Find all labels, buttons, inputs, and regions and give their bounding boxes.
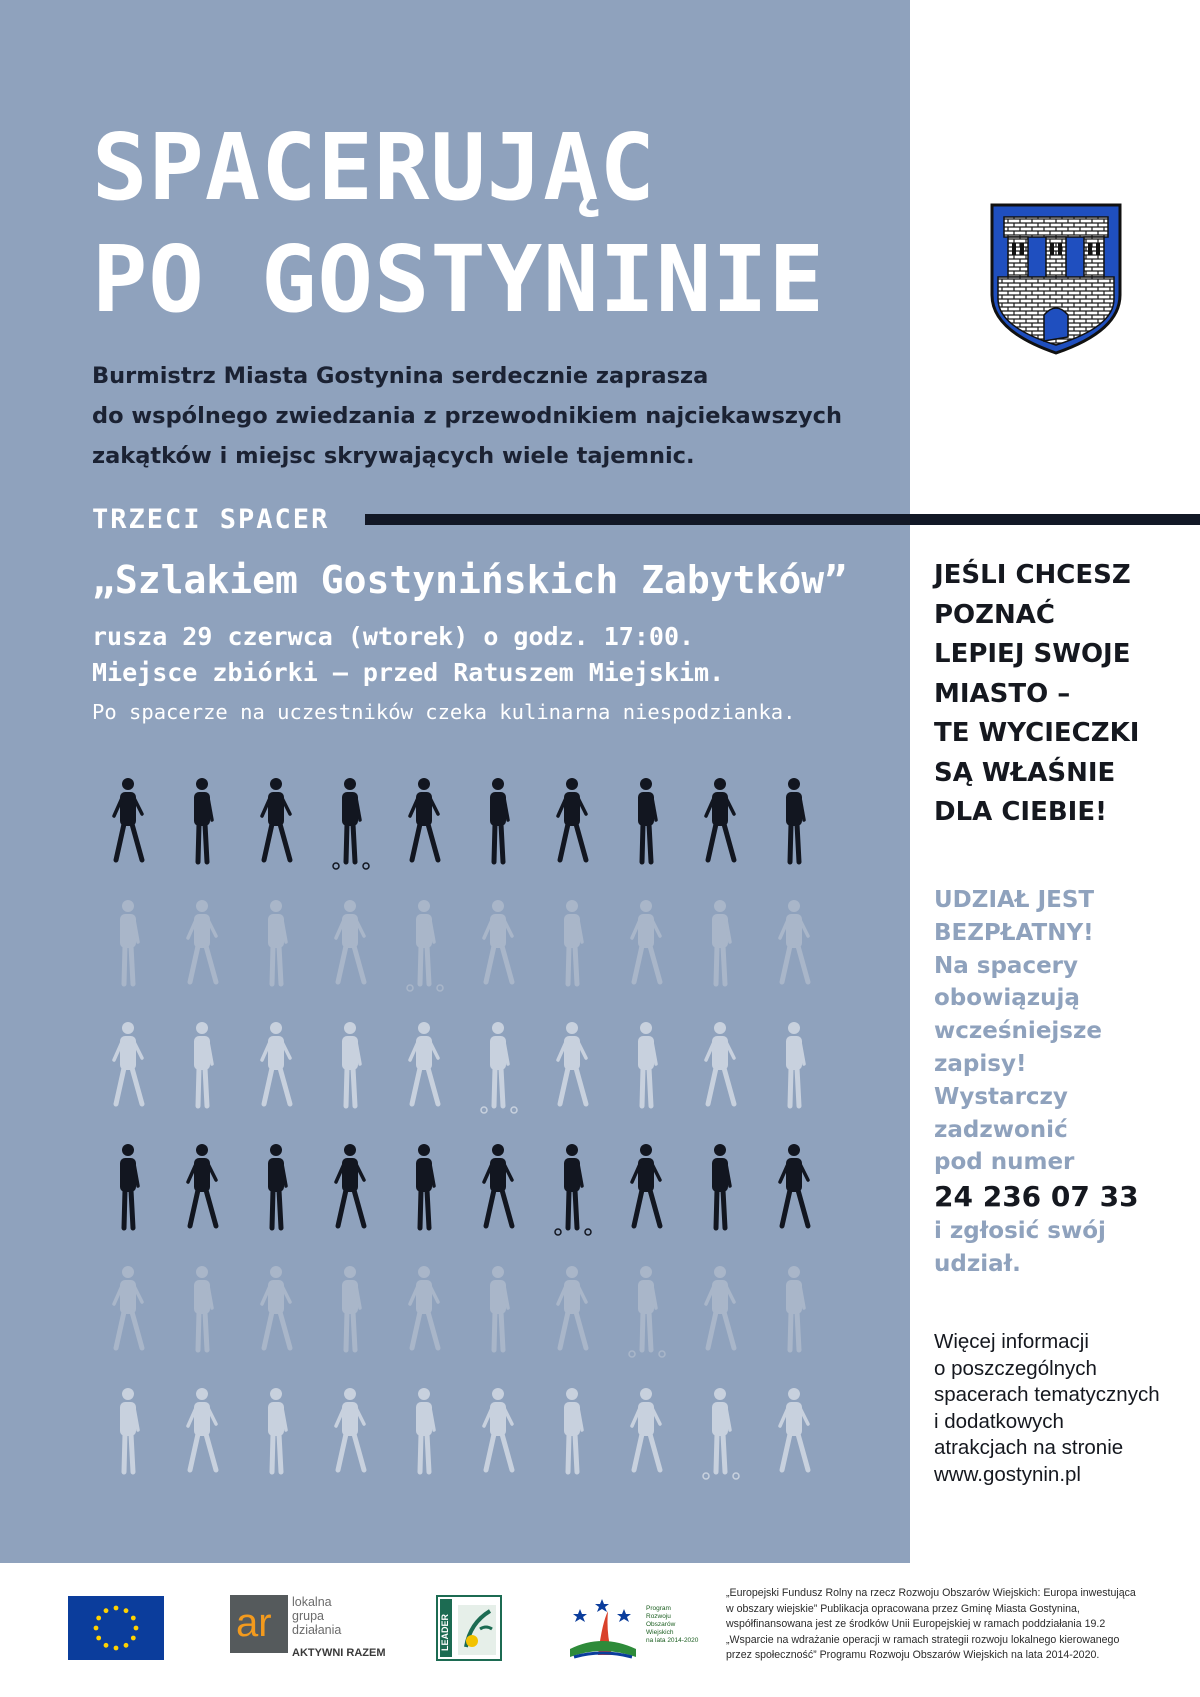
walking-person-icon: [268, 1144, 286, 1228]
gostynin-coat-of-arms-icon: [990, 203, 1122, 355]
lgd-line: lokalna: [292, 1595, 332, 1609]
info-line: pod numer: [934, 1149, 1075, 1176]
title-line-2: PO GOSTYNINIE: [92, 226, 826, 333]
walking-person-icon: [262, 778, 290, 860]
walking-person-icon: [786, 1022, 804, 1106]
walking-person-icon: [632, 900, 660, 982]
walking-person-icon: [336, 900, 364, 982]
walking-person-icon: [410, 1266, 438, 1348]
disclaimer-line: przez społeczność” Programu Rozwoju Obszarów Wiejskich na lata 2014-2020.: [726, 1649, 1100, 1661]
prow-logo: [560, 1593, 699, 1663]
walking-person-icon: [632, 1144, 660, 1226]
more-line: Więcej informacji: [934, 1330, 1089, 1353]
walk-meeting-point: Miejsce zbiórki – przed Ratuszem Miejskim.: [92, 658, 725, 687]
slogan-line: SĄ WŁAŚNIE: [934, 757, 1116, 788]
info-line: i zgłosić swój: [934, 1218, 1106, 1245]
slogan-line: DLA CIEBIE!: [934, 797, 1107, 827]
walking-person-icon: [342, 1266, 360, 1350]
walking-person-icon: [786, 1266, 804, 1350]
slogan: [934, 556, 1184, 833]
walk-divider: [365, 514, 1200, 525]
walking-person-icon: [481, 1022, 517, 1113]
walking-person-icon: [564, 900, 582, 984]
walking-person-icon: [120, 1388, 138, 1472]
walking-person-icon: [490, 1266, 508, 1350]
walking-person-icon: [336, 1388, 364, 1470]
slogan-line: LEPIEJ SWOJE: [934, 639, 1131, 669]
info-line: wcześniejsze: [934, 1018, 1102, 1045]
walking-person-icon: [336, 1144, 364, 1226]
lgd-line: działania: [292, 1623, 342, 1637]
walking-person-icon: [194, 778, 212, 862]
walk-label: TRZECI SPACER: [92, 504, 330, 535]
intro-line: do wspólnego zwiedzania z przewodnikiem najciekawszych: [92, 403, 842, 429]
walking-person-icon: [558, 1266, 586, 1348]
disclaimer-line: „Europejski Fundusz Rolny na rzecz Rozwoju Obszarów Wiejskich: Europa inwestująca: [726, 1587, 1136, 1599]
funding-disclaimer: [726, 1586, 1186, 1664]
eu-flag-icon: [68, 1596, 164, 1660]
intro-line: Burmistrz Miasta Gostynina serdecznie zaprasza: [92, 363, 709, 389]
walk-title: „Szlakiem Gostynińskich Zabytków”: [92, 558, 847, 602]
walking-person-icon: [706, 1266, 734, 1348]
walking-person-icon: [188, 1144, 216, 1226]
info-line: BEZPŁATNY!: [934, 919, 1094, 946]
lgd-lines: [292, 1595, 341, 1637]
info-line: UDZIAŁ JEST: [934, 887, 1095, 913]
walk-details: [92, 619, 796, 731]
walking-person-icon: [114, 778, 142, 860]
website-link[interactable]: www.gostynin.pl: [934, 1462, 1081, 1486]
slogan-line: POZNAĆ: [934, 599, 1055, 630]
walk-note: Po spacerze na uczestników czeka kulinarna niespodzianka.: [92, 700, 796, 724]
more-line: i dodatkowych: [934, 1409, 1064, 1433]
walking-person-icon: [558, 1022, 586, 1104]
walking-person-icon: [114, 1266, 142, 1348]
walking-person-icon: [120, 900, 138, 984]
walking-person-icon: [262, 1266, 290, 1348]
slogan-line: JEŚLI CHCESZ: [934, 560, 1131, 590]
ar-logo-text: ar: [236, 1601, 272, 1645]
walking-person-icon: [706, 778, 734, 860]
prow-text: [646, 1605, 698, 1645]
title-line-1: SPACERUJĄC: [92, 114, 656, 221]
walking-person-icon: [780, 1388, 808, 1470]
walking-person-icon: [342, 1022, 360, 1106]
lgd-line: grupa: [292, 1609, 324, 1623]
walking-person-icon: [555, 1144, 591, 1235]
walking-person-icon: [268, 1388, 286, 1472]
walking-person-icon: [262, 1022, 290, 1104]
info-line: zadzwonić: [934, 1116, 1068, 1143]
more-line: spacerach tematycznych: [934, 1383, 1160, 1406]
walking-person-icon: [407, 900, 443, 991]
info-line: Wystarczy: [934, 1083, 1068, 1110]
prow-line: Rozwoju: [646, 1613, 671, 1620]
slogan-line: MIASTO –: [934, 678, 1071, 709]
walking-person-icon: [706, 1022, 734, 1104]
walking-person-icon: [780, 1144, 808, 1226]
walk-start: rusza 29 czerwca (wtorek) o godz. 17:00.: [92, 622, 695, 651]
info-line: udział.: [934, 1250, 1021, 1277]
prow-line: Obszarów: [646, 1621, 676, 1628]
disclaimer-line: współfinansowana jest ze środków Unii Europejskiej w ramach poddziałania 19.2: [726, 1618, 1106, 1630]
walking-person-icon: [484, 1144, 512, 1226]
walking-person-icon: [416, 1388, 434, 1472]
info-line: Na spacery: [934, 952, 1079, 979]
walking-people-illustration: [92, 770, 832, 1520]
prow-line: Program: [646, 1605, 671, 1612]
walking-person-icon: [268, 900, 286, 984]
walking-person-icon: [333, 778, 369, 869]
walking-person-icon: [632, 1388, 660, 1470]
more-line: atrakcjach na stronie: [934, 1436, 1124, 1459]
walking-person-icon: [416, 1144, 434, 1228]
walking-person-icon: [410, 778, 438, 860]
prow-line: Wiejskich: [646, 1629, 674, 1636]
leader-logo-icon: [436, 1595, 502, 1661]
walking-person-icon: [712, 900, 730, 984]
disclaimer-line: „Wsparcie na wdrażanie operacji w ramach strategii rozwoju lokalnego kierowanego: [726, 1633, 1120, 1646]
more-info: [934, 1329, 1194, 1488]
walking-person-icon: [638, 1022, 656, 1106]
walking-person-icon: [188, 900, 216, 982]
registration-info: [934, 884, 1184, 1281]
walking-person-icon: [638, 778, 656, 862]
lgd-name: AKTYWNI RAZEM: [292, 1647, 386, 1659]
walking-person-icon: [712, 1144, 730, 1228]
walking-person-icon: [410, 1022, 438, 1104]
walking-person-icon: [484, 1388, 512, 1470]
walking-person-icon: [780, 900, 808, 982]
walking-person-icon: [188, 1388, 216, 1470]
phone-number: 24 236 07 33: [934, 1180, 1139, 1214]
walking-person-icon: [558, 778, 586, 860]
intro-text: [92, 356, 892, 476]
walking-person-icon: [194, 1266, 212, 1350]
more-line: o poszczególnych: [934, 1356, 1097, 1380]
walking-person-icon: [629, 1266, 665, 1357]
walking-person-icon: [120, 1144, 138, 1228]
walking-person-icon: [194, 1022, 212, 1106]
info-line: zapisy!: [934, 1050, 1027, 1077]
intro-line: zakątków i miejsc skrywających wiele tajemnic.: [92, 443, 695, 469]
disclaimer-line: w obszary wiejskie” Publikacja opracowana przez Gminę Miasta Gostynina,: [726, 1602, 1080, 1615]
info-line: obowiązują: [934, 985, 1080, 1012]
leader-label: LEADER: [440, 1613, 450, 1651]
lgd-aktywni-razem-logo: [230, 1595, 390, 1661]
walking-person-icon: [114, 1022, 142, 1104]
prow-logo-icon: [560, 1593, 646, 1663]
prow-line: na lata 2014-2020: [646, 1637, 699, 1644]
footer: [0, 1563, 1200, 1697]
walking-person-icon: [703, 1388, 739, 1479]
walking-person-icon: [786, 778, 804, 862]
walking-person-icon: [484, 900, 512, 982]
walking-person-icon: [490, 778, 508, 862]
page-title: [92, 112, 825, 336]
walking-person-icon: [564, 1388, 582, 1472]
slogan-line: TE WYCIECZKI: [934, 718, 1140, 748]
